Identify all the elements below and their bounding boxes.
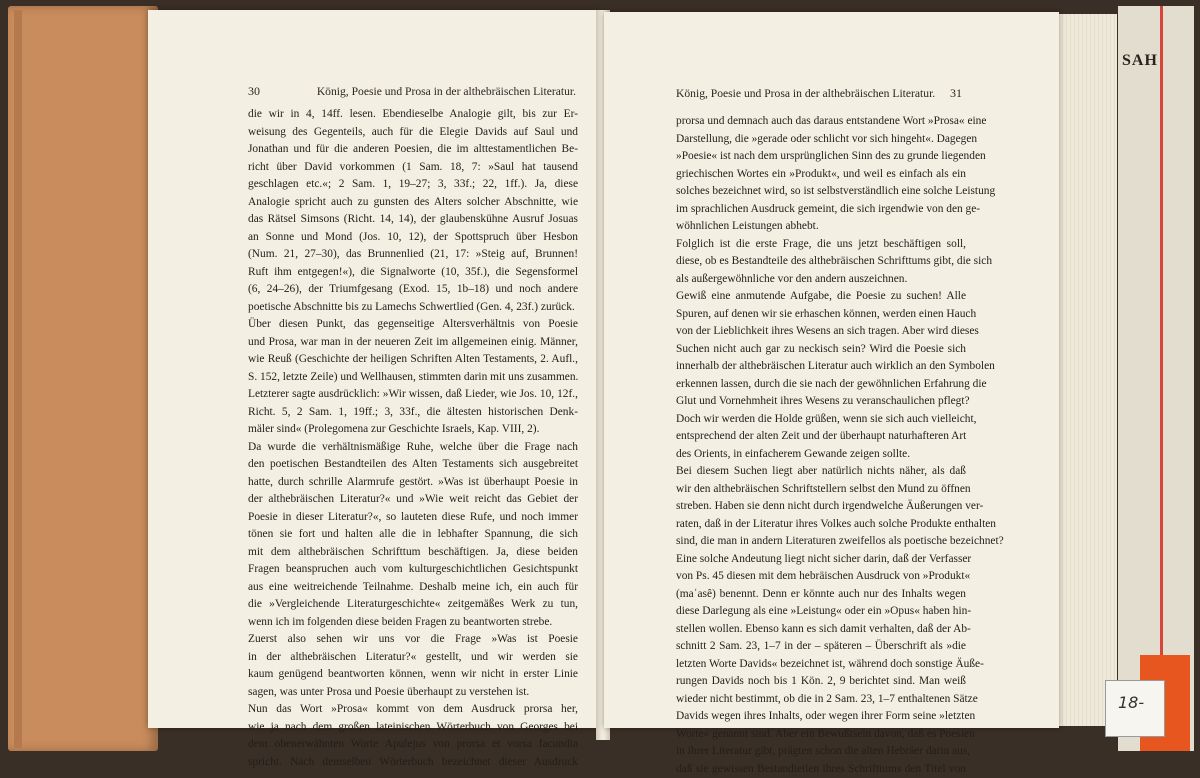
text-line: griechischen Wortes ein »Produkt«, und weil es einfach als ein	[676, 166, 966, 184]
text-line: und Prosa, war man in der neueren Zeit im allgemeinen einig. Männer,	[248, 334, 578, 352]
right-running-head	[676, 84, 962, 102]
text-line: solches bezeichnet wird, so ist selbstverständlich eine solche Leistung	[676, 183, 966, 201]
text-line: in ihrer Literatur gibt, prägten schon die alten Hebräer darin aus,	[676, 743, 966, 761]
text-line: von Ps. 45 diesen mit dem hebräischen Ausdruck von »Produkt«	[676, 568, 966, 586]
text-line: der althebräischen Literatur?« und »Wie weit reicht das Gebiet der	[248, 491, 578, 509]
text-line: (6, 24–26), der Triumfgesang (Exod. 15, 1b–18) und noch andere	[248, 281, 578, 299]
text-line: dem obenerwähnten Worte Apulejus von prorsa et vorsa facundia	[248, 736, 578, 754]
library-slip	[1105, 680, 1165, 737]
spine-label: SAH	[1122, 52, 1158, 70]
slip-handwriting: 18-	[1118, 693, 1144, 712]
right-page-text	[676, 113, 966, 778]
text-line: innerhalb der althebräischen Literatur auch wirklich an den Symbolen	[676, 358, 966, 376]
text-line: wie ja nach dem großen lateinischen Wörterbuch von Georges bei	[248, 719, 578, 737]
text-line: an Sonne und Mond (Jos. 10, 12), der Spottspruch über Hesbon	[248, 229, 578, 247]
text-line: mäler sind« (Prolegomena zur Geschichte Israels, Kap. VIII, 2).	[248, 421, 578, 439]
text-line: Spuren, auf denen wir sie erhaschen können, werden einen Hauch	[676, 306, 966, 324]
text-line: (maʿasê) benennt. Denn er könnte auch nur des Inhalts wegen	[676, 586, 966, 604]
text-line: richt über David vorkommen (1 Sam. 18, 7: »Saul hat tausend	[248, 159, 578, 177]
cover-stripe	[1160, 6, 1163, 666]
text-line: des Orients, in einfacherem Gewande zeigen sollte.	[676, 446, 966, 464]
text-line: schnitt 2 Sam. 23, 1–7 in der – späteren – Überschrift als »die	[676, 638, 966, 656]
text-line: Glut und Vornehmheit ihres Wesens zu veranschaulichen pflegt?	[676, 393, 966, 411]
text-line: Über diesen Punkt, das gegenseitige Altersverhältnis von Poesie	[248, 316, 578, 334]
text-line: prorsa und demnach auch das daraus entstandene Wort »Prosa« eine	[676, 113, 966, 131]
book-cover-right	[1118, 6, 1194, 751]
left-page-text	[248, 106, 578, 771]
right-page	[604, 12, 1059, 728]
text-line: geschlagen etc.«; 2 Sam. 1, 19–27; 3, 33f.; 22, 1ff.). Ja, diese	[248, 176, 578, 194]
text-line: Richt. 5, 2 Sam. 1, 19ff.; 3, 33f., die ältesten historischen Denk-	[248, 404, 578, 422]
text-line: erkennen lassen, durch die sie nach der gewöhnlichen Erfahrung die	[676, 376, 966, 394]
text-line: stellen wollen. Ebenso kann es sich damit verhalten, daß der Ab-	[676, 621, 966, 639]
text-line: Folglich ist die erste Frage, die uns jetzt beschäftigen soll,	[676, 236, 966, 254]
page-number: 31	[950, 86, 962, 101]
text-line: wöhnlichen Leistungen abhebt.	[676, 218, 966, 236]
text-line: Ruft ihm entgegen!«), die Signalworte (10, 35f.), die Segensformel	[248, 264, 578, 282]
text-line: von der Lieblichkeit ihres Wesens an sich tragen. Aber wird dieses	[676, 323, 966, 341]
left-page	[148, 10, 600, 728]
book-cover-left	[8, 6, 158, 751]
text-line: mit dem althebräischen Schrifttum beschäftigen. Ja, diese beiden	[248, 544, 578, 562]
text-line: in der althebräischen Literatur?« gestellt, und wir werden sie	[248, 649, 578, 667]
text-line: Suchen nicht auch gar zu neckisch sein? Wird die Poesie sich	[676, 341, 966, 359]
text-line: tönen sie fort und halten alle die in lebhafter Spannung, die sich	[248, 526, 578, 544]
text-line: Fragen beanspruchen auch vom kulturgeschichtlichen Gesichtspunkt	[248, 561, 578, 579]
text-line: wie Reuß (Geschichte der heiligen Schriften Alten Testaments, 2. Aufl.,	[248, 351, 578, 369]
text-line: poetische Abschnitte bis zu Lamechs Schwertlied (Gen. 4, 23f.) zurück.	[248, 299, 578, 317]
running-head-title: König, Poesie und Prosa in der althebräischen Literatur.	[676, 87, 935, 100]
text-line: Letzterer sagte ausdrücklich: »Wir wissen, daß Lieder, wie Jos. 10, 12f.,	[248, 386, 578, 404]
text-line: rungen Davids noch bis 1 Kön. 2, 9 berichtet sind. Man weiß	[676, 673, 966, 691]
text-line: hatte, durch schrille Alarmrufe gestört. »Was ist überhaupt Poesie in	[248, 474, 578, 492]
text-line: letzten Worte Davids« bezeichnet ist, während doch sonstige Äuße-	[676, 656, 966, 674]
text-line: weisung des Gegenteils, auch für die Elegie Davids auf Saul und	[248, 124, 578, 142]
running-head-title: König, Poesie und Prosa in der althebräischen Literatur.	[317, 85, 576, 98]
text-line: diese, ob es Bestandteile des althebräischen Schrifttums gibt, die sich	[676, 253, 966, 271]
text-line: »Poesie« ist nach dem ursprünglichen Sinn des zu grunde liegenden	[676, 148, 966, 166]
text-line: Gewiß eine anmutende Aufgabe, die Poesie zu suchen! Alle	[676, 288, 966, 306]
text-line: Da wurde die verhältnismäßige Ruhe, welche über die Frage nach	[248, 439, 578, 457]
text-line: das Rätsel Simsons (Richt. 14, 14), der glaubenskühne Ausruf Josuas	[248, 211, 578, 229]
text-line: sagen, was unter Prosa und Poesie überhaupt zu verstehen ist.	[248, 684, 578, 702]
text-line: Bei diesem Suchen liegt aber natürlich nichts näher, als daß	[676, 463, 966, 481]
page-number: 30	[248, 84, 260, 99]
text-line: sind, die man in andern Literaturen zweifellos als poetische bezeichnet?	[676, 533, 966, 551]
text-line: Worte« genannt sind. Aber ein Bewußtsein davon, daß es Poesien	[676, 726, 966, 744]
text-line: wir den althebräischen Schriftstellern selbst den Mund zu öffnen	[676, 481, 966, 499]
text-line: wenn ich im folgenden diese beiden Fragen zu beantworten strebe.	[248, 614, 578, 632]
text-line: streben. Haben sie denn nicht durch irgendwelche Äußerungen ver-	[676, 498, 966, 516]
text-line: Doch wir werden die Holde grüßen, wenn sie sich auch vielleicht,	[676, 411, 966, 429]
page-stack	[1055, 14, 1117, 726]
text-line: Eine solche Andeutung liegt nicht sicher darin, daß der Verfasser	[676, 551, 966, 569]
text-line: Poesie in dieser Literatur?«, so lauteten diese Rufe, und noch immer	[248, 509, 578, 527]
text-line: Jonathan und für die anderen Poesien, die im alttestamentlichen Be-	[248, 141, 578, 159]
text-line: die wir in 4, 14ff. lesen. Ebendieselbe Analogie gilt, bis zur Er-	[248, 106, 578, 124]
text-line: diese Darlegung als eine »Leistung« oder ein »Opus« haben hin-	[676, 603, 966, 621]
text-line: wieder nicht bestimmt, ob die in 2 Sam. 23, 1–7 enthaltenen Sätze	[676, 691, 966, 709]
text-line: raten, daß in der Literatur ihres Volkes auch solche Produkte enthalten	[676, 516, 966, 534]
text-line: Davids wegen ihres Inhalts, oder wegen ihrer Form seine »letzten	[676, 708, 966, 726]
text-line: spricht. Nach demselben Wörterbuch bezeichnet dieser Ausdruck	[248, 754, 578, 772]
text-line: aus eine weitreichende Teilnahme. Deshalb meine ich, ein auch für	[248, 579, 578, 597]
text-line: Zuerst also sehen wir uns vor die Frage »Was ist Poesie	[248, 631, 578, 649]
text-line: Nun das Wort »Prosa« kommt von dem Ausdruck prorsa her,	[248, 701, 578, 719]
text-line: Darstellung, die »gerade oder schlicht vor sich hingeht«. Dagegen	[676, 131, 966, 149]
left-running-head	[248, 82, 576, 100]
text-line: (Num. 21, 27–30), das Brunnenlied (21, 17: »Steig auf, Brunnen!	[248, 246, 578, 264]
text-line: als außergewöhnliche vor den andern auszeichnen.	[676, 271, 966, 289]
text-line: den poetischen Bestandteilen des Alten Testaments sich ausgebreitet	[248, 456, 578, 474]
text-line: entsprechend der alten Zeit und der überhaupt naturhafteren Art	[676, 428, 966, 446]
text-line: im sprachlichen Ausdruck gemeint, die sich irgendwie von den ge-	[676, 201, 966, 219]
text-line: S. 152, letzte Zeile) und Wellhausen, stimmten darin mit uns zusammen.	[248, 369, 578, 387]
cover-edge	[14, 10, 22, 748]
text-line: daß sie gewissen Bestandteilen ihres Schrifttums den Titel von	[676, 761, 966, 778]
text-line: kaum genügend beantworten können, wenn wir nicht in erster Linie	[248, 666, 578, 684]
text-line: die »Vergleichende Literaturgeschichte« zeitgemäßes Werk zu tun,	[248, 596, 578, 614]
text-line: Analogie spricht auch zu gunsten des Alters solcher Abschnitte, wie	[248, 194, 578, 212]
